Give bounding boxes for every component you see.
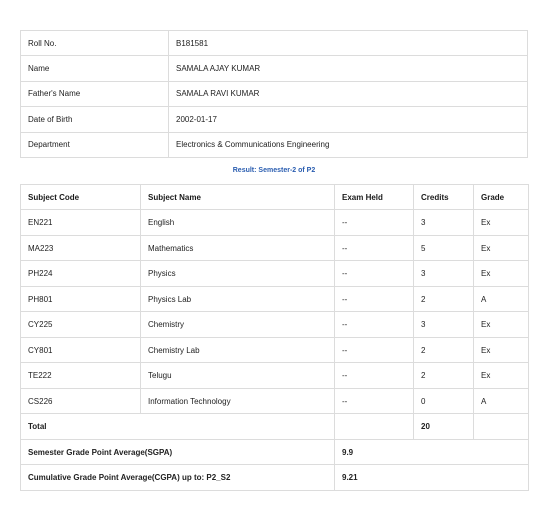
table-row (21, 388, 529, 414)
exam-held-cell: -- (335, 388, 414, 414)
cgpa-row (21, 465, 529, 491)
cgpa-label: Cumulative Grade Point Average(CGPA) up to: P2_S2 (21, 465, 335, 491)
total-credits: 20 (414, 414, 474, 440)
exam-held-cell: -- (335, 261, 414, 287)
sgpa-row (21, 439, 529, 465)
subject-code-cell: MA223 (21, 235, 141, 261)
subject-code-cell: PH224 (21, 261, 141, 287)
credits-cell: 3 (414, 261, 474, 287)
grade-cell: Ex (474, 337, 529, 363)
grade-header: Grade (474, 184, 529, 209)
grade-cell: Ex (474, 312, 529, 338)
credits-cell: 0 (414, 388, 474, 414)
credits-cell: 3 (414, 312, 474, 338)
result-title: Result: Semester-2 of P2 (232, 166, 316, 174)
credits-cell: 2 (414, 363, 474, 389)
table-row (21, 363, 529, 389)
table-row (21, 235, 529, 261)
name-value: SAMALA AJAY KUMAR (169, 56, 528, 81)
subject-code-cell: CS226 (21, 388, 141, 414)
subject-code-cell: TE222 (21, 363, 141, 389)
subject-name-cell: Telugu (141, 363, 335, 389)
subject-code-header: Subject Code (21, 184, 141, 209)
table-row (21, 210, 529, 236)
result-page (20, 30, 528, 491)
exam-held-header: Exam Held (335, 184, 414, 209)
subject-code-cell: PH801 (21, 286, 141, 312)
fathers-name-value: SAMALA RAVI KUMAR (169, 81, 528, 106)
table-row (21, 286, 529, 312)
subject-code-cell: CY801 (21, 337, 141, 363)
exam-held-cell: -- (335, 312, 414, 338)
total-label: Total (21, 414, 335, 440)
student-info-table (20, 30, 528, 158)
subject-name-cell: Mathematics (141, 235, 335, 261)
roll-no-label: Roll No. (21, 31, 169, 56)
exam-held-cell: -- (335, 337, 414, 363)
dob-label: Date of Birth (21, 107, 169, 132)
credits-cell: 2 (414, 286, 474, 312)
grade-cell: A (474, 286, 529, 312)
info-row-department (21, 132, 528, 157)
grade-cell: Ex (474, 235, 529, 261)
dob-value: 2002-01-17 (169, 107, 528, 132)
grades-table (20, 184, 529, 491)
table-row (21, 312, 529, 338)
credits-cell: 5 (414, 235, 474, 261)
table-row (21, 261, 529, 287)
subject-name-cell: Physics Lab (141, 286, 335, 312)
subject-name-cell: Physics (141, 261, 335, 287)
sgpa-value: 9.9 (335, 439, 529, 465)
info-row-fathers-name (21, 81, 528, 106)
roll-no-value: B181581 (169, 31, 528, 56)
department-label: Department (21, 132, 169, 157)
sgpa-label: Semester Grade Point Average(SGPA) (21, 439, 335, 465)
credits-header: Credits (414, 184, 474, 209)
name-label: Name (21, 56, 169, 81)
cgpa-value: 9.21 (335, 465, 529, 491)
grade-cell: Ex (474, 363, 529, 389)
subject-name-cell: Chemistry Lab (141, 337, 335, 363)
grades-header-row (21, 184, 529, 209)
subject-name-cell: Chemistry (141, 312, 335, 338)
grade-cell: Ex (474, 210, 529, 236)
grade-cell: Ex (474, 261, 529, 287)
subject-name-cell: English (141, 210, 335, 236)
exam-held-cell: -- (335, 363, 414, 389)
subject-name-cell: Information Technology (141, 388, 335, 414)
fathers-name-label: Father's Name (21, 81, 169, 106)
total-row (21, 414, 529, 440)
exam-held-cell: -- (335, 210, 414, 236)
table-row (21, 337, 529, 363)
info-row-roll-no (21, 31, 528, 56)
grade-cell: A (474, 388, 529, 414)
info-row-name (21, 56, 528, 81)
credits-cell: 3 (414, 210, 474, 236)
credits-cell: 2 (414, 337, 474, 363)
subject-code-cell: CY225 (21, 312, 141, 338)
total-empty-cell (335, 414, 414, 440)
subject-code-cell: EN221 (21, 210, 141, 236)
exam-held-cell: -- (335, 235, 414, 261)
info-row-dob (21, 107, 528, 132)
subject-name-header: Subject Name (141, 184, 335, 209)
total-empty-grade-cell (474, 414, 529, 440)
exam-held-cell: -- (335, 286, 414, 312)
department-value: Electronics & Communications Engineering (169, 132, 528, 157)
